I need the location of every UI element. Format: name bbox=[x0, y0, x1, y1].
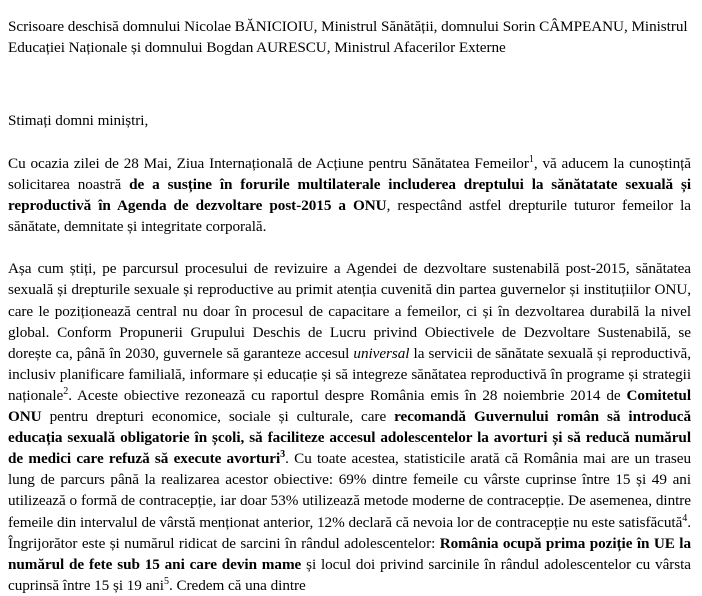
text-run: , respectând astfel drepturile tuturor femeilor la sănătate, demnitate și integritate corporală. bbox=[8, 197, 691, 236]
text-run: , vă aducem la cunoștință solicitarea noastră bbox=[8, 155, 691, 194]
emphasis-bold: Comitetul ONU bbox=[8, 386, 691, 426]
footnote-marker: 4 bbox=[682, 512, 688, 524]
salutation-line: Stimați domni miniștri, bbox=[8, 112, 149, 129]
text-run: pentru drepturi economice, sociale și culturale, care bbox=[41, 408, 395, 426]
text-run: Așa cum știți, pe parcursul procesului de revizuire a Agendei de dezvoltare sustenabilă post-2015, sănătatea sexuală și drepturile sexuale și reproductive au primit atenția cuvenită din partea guvernelor și instituțiilor ONU, care le poziționează central nu doar în procesul de capacitare a femeilor, ci și în dezvoltarea durabilă la nivel global. Conform Propunerii Grupului Deschis de Lucru privind Obiectivele de Dezvoltare Sustenabilă, se dorește ca, până în 2030, guvernele să garanteze accesul bbox=[8, 260, 691, 362]
body-paragraph-2 bbox=[8, 237, 691, 596]
emphasis-bold: recomandă Guvernului român să introducă educația sexuală obligatorie în școli, să faciliteze accesul adolescentelor la avorturi și să reducă numărul de medici care refuză să execute avorturi bbox=[8, 408, 691, 468]
text-run: . Îngrijorător este și numărul ridicat de sarcini în rândul adolescentelor: bbox=[8, 513, 691, 552]
text-run: . Credem că una dintre bbox=[168, 576, 306, 594]
footnote-marker: 1 bbox=[528, 153, 534, 165]
text-run: . Cu toate acestea, statisticile arată că România mai are un traseu lung de parcurs până la realizarea acestor obiective: 69% dintre femeile cu vârste cuprinse între 15 și 49 ani utilizează o formă de contracepție, iar doar 53% utilizează metode moderne de contracepție. De asemenea, dintre femeile din intervalul de vârstă menționat anterior, 12% declară că nevoia lor de contracepție nu este satisfăcută bbox=[8, 450, 691, 531]
text-run: . Aceste obiective rezonează cu raportul despre România emis în 28 noiembrie 2014 de bbox=[68, 386, 627, 404]
text-run: Cu ocazia zilei de 28 Mai, Ziua Internațională de Acțiune pentru Sănătatea Femeilor bbox=[8, 155, 529, 172]
emphasis-bold: de a susține în forurile multilaterale includerea dreptului la sănătatate sexuală și reproductivă în Agenda de dezvoltare post-2015 a ONU bbox=[8, 176, 692, 215]
body-paragraph-1 bbox=[8, 131, 691, 237]
footnote-marker: 3 bbox=[280, 449, 286, 461]
text-run: la servicii de sănătate sexuală și reproductivă, inclusiv planificare familială, informare și educație și să integreze sănătatea reproductivă în programe și strategii naționale bbox=[8, 344, 691, 404]
emphasis-bold: România ocupă prima poziție în UE la numărul de fete sub 15 ani care devin mame bbox=[8, 534, 691, 573]
emphasis-italic: universal bbox=[353, 344, 410, 362]
footnote-marker: 2 bbox=[63, 385, 69, 397]
footnote-marker: 5 bbox=[163, 575, 169, 587]
document-heading: Scrisoare deschisă domnului Nicolae BĂNICIOIU, Ministrul Sănătății, domnului Sorin CÂMPEANU, Ministrul Educației Naționale și domnului Bogdan AURESCU, Ministrul Afacerilor Externe bbox=[8, 18, 688, 56]
text-run: și locul doi privind sarcinile în rândul adolescentelor cu vârsta cuprinsă între 15 și 19 ani bbox=[8, 555, 692, 594]
